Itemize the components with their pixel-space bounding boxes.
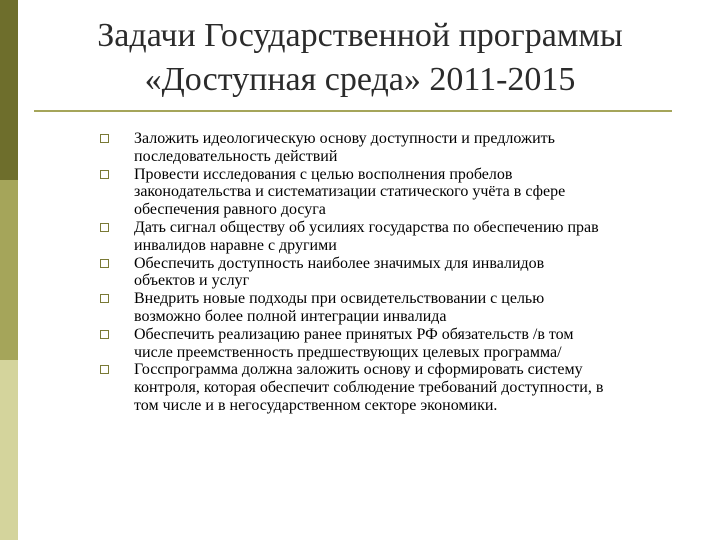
list-item-line2: числе преемственность предшествующих целевых программа/: [134, 343, 562, 361]
square-bullet-icon: [100, 294, 109, 303]
sidebar-stripe-light: [0, 360, 18, 540]
list-item-line1: Обеспечить доступность наиболее значимых для инвалидов: [134, 254, 545, 272]
square-bullet-icon: [100, 259, 109, 268]
list-item-line2: возможно более полной интеграции инвалида: [134, 307, 447, 325]
list-item-line1: Заложить идеологическую основу доступности и предложить: [134, 130, 555, 147]
task-list: [100, 130, 690, 415]
square-bullet-icon: [100, 170, 109, 179]
list-item-line2: контроля, которая обеспечит соблюдение требований доступности, в: [134, 379, 604, 397]
list-item-line1: Дать сигнал обществу об усилиях государства по обеспечению прав: [134, 218, 599, 236]
list-item-line1: Госспрограмма должна заложить основу и сформировать систему: [134, 361, 583, 379]
slide-title-line2: «Доступная среда» 2011-2015: [144, 61, 576, 98]
square-bullet-icon: [100, 134, 109, 143]
list-item-line2: объектов и услуг: [134, 272, 250, 290]
sidebar-stripe-dark: [0, 0, 18, 180]
list-item-line1: Провести исследования с целью восполнения пробелов: [134, 165, 513, 183]
list-item: [100, 326, 690, 362]
list-item: [100, 290, 690, 326]
title-divider: [34, 110, 672, 112]
list-item: [100, 130, 690, 166]
list-item-line2: инвалидов наравне с другими: [134, 236, 337, 254]
list-item: [100, 361, 690, 414]
sidebar-stripe-mid: [0, 180, 18, 360]
slide-title-line1: Задачи Государственной программы: [97, 17, 623, 54]
list-item-line1: Внедрить новые подходы при освидетельствовании с целью: [134, 290, 545, 308]
square-bullet-icon: [100, 365, 109, 374]
list-item: [100, 219, 690, 255]
slide-title: [30, 14, 690, 102]
list-item-line2: законодательства и систематизации статического учёта в сфере: [134, 183, 566, 201]
list-item-line3: том числе и в негосударственном секторе экономики.: [134, 396, 498, 414]
square-bullet-icon: [100, 223, 109, 232]
list-item: [100, 166, 690, 219]
list-item-line1: Обеспечить реализацию ранее принятых РФ обязательств /в том: [134, 325, 574, 343]
list-item-line3: обеспечения равного досуга: [134, 201, 326, 219]
list-item-line2: последовательность действий: [134, 147, 338, 165]
square-bullet-icon: [100, 330, 109, 339]
list-item: [100, 255, 690, 291]
